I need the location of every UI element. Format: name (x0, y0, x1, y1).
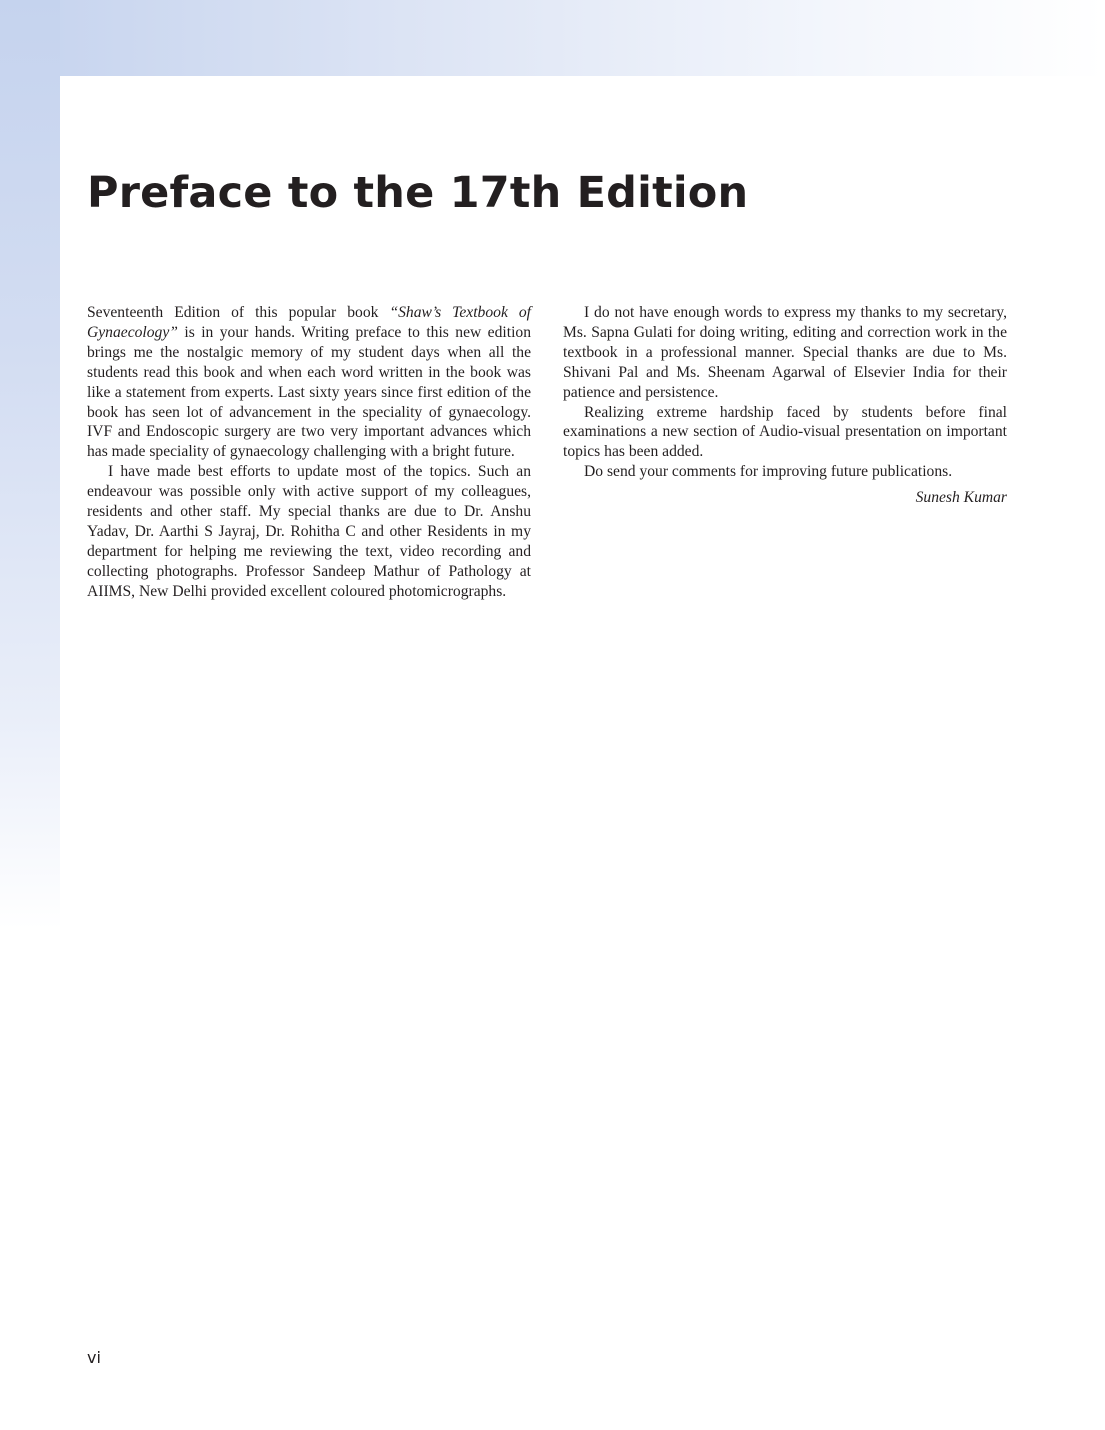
page-title: Preface to the 17th Edition (87, 168, 749, 218)
text-column-left (87, 303, 531, 602)
book-title-italic: “Shaw’s Textbook of Gynaecology” (87, 304, 531, 341)
preface-paragraph-1 (87, 303, 531, 462)
preface-paragraph-2: I have made best efforts to update most of the topics. Such an endeavour was possible only with active support of my colleagues, residents and other staff. My special thanks are due to Dr. Anshu Yadav, Dr. Aarthi S Jayraj, Dr. Rohitha C and other Residents in my department for helping me reviewing the text, video recording and collecting photographs. Professor Sandeep Mathur of Pathology at AIIMS, New Delhi provided excellent coloured photomicrographs. (87, 463, 531, 600)
text-column-right (563, 303, 1007, 508)
page-header-tint (0, 0, 1105, 76)
author-signature: Sunesh Kumar (915, 489, 1007, 507)
page-number: vi (87, 1348, 101, 1367)
paragraph-1-rest: is in your hands. Writing preface to this new edition brings me the nostalgic memory of my student days when all the students read this book and when each word written in the book was like a statement from experts. Last sixty years since first edition of the book has seen lot of advancement in the speciality of gynaecology. IVF and Endoscopic surgery are two very important advances which has made speciality of gynaecology challenging with a bright future. (87, 323, 531, 461)
preface-paragraph-4: Realizing extreme hardship faced by students before final examinations a new section of Audio-visual presentation on important topics has been added. (563, 403, 1007, 461)
page-sheet (60, 76, 1105, 1430)
preface-paragraph-5: Do send your comments for improving future publications. (584, 463, 953, 481)
page-margin-tint (0, 0, 60, 1430)
preface-paragraph-3: I do not have enough words to express my thanks to my secretary, Ms. Sapna Gulati for doing writing, editing and correction work in the textbook in a professional manner. Special thanks are due to Ms. Shivani Pal and Ms. Sheenam Agarwal of Elsevier India for their patience and persistence. (563, 304, 1007, 401)
paragraph-1-start: Seventeenth Edition of this popular book (87, 304, 390, 321)
